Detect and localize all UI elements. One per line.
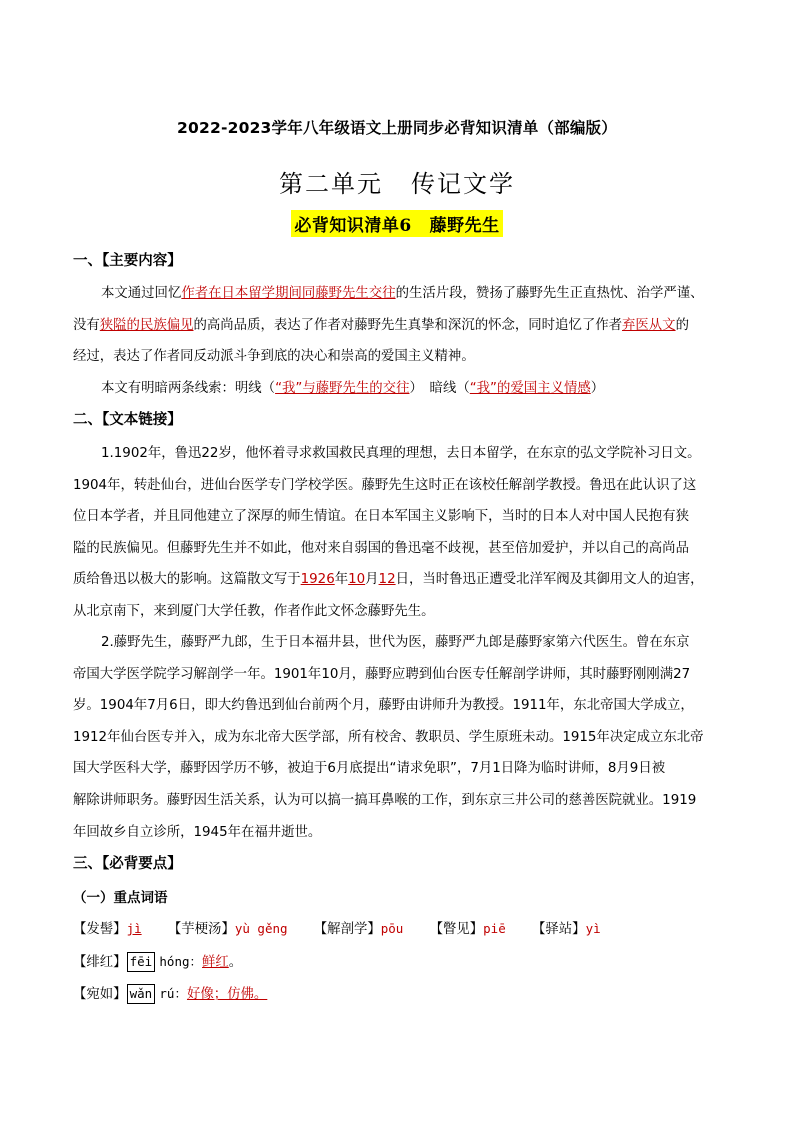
- section-heading-text-link: 二、【文本链接】: [73, 412, 182, 428]
- vocab-word: 【驿站】: [532, 922, 586, 937]
- list-title-highlight: [291, 210, 502, 237]
- main-content-line: [73, 310, 725, 342]
- text-line: 1904年，转赴仙台，进仙台医学专门学校学医。藤野先生这时正在该校任解剖学教授。鲁迅在此认识了这: [73, 477, 697, 493]
- pinyin-box: fēi: [127, 952, 156, 972]
- text-run: 。: [228, 955, 243, 970]
- text-line: 位日本学者，并且同他建立了深厚的师生情谊。在日本军国主义影响下，当时的日本人对中国人民抱有狭: [73, 509, 689, 525]
- vocab-item: [430, 918, 506, 937]
- text-run: 日，当时鲁迅正遭受北洋军阀及其御用文人的迫害，: [395, 572, 704, 588]
- vocab-pinyin: yù gěng: [234, 921, 288, 936]
- vocab-pinyin: yì: [585, 921, 601, 936]
- clue-line: [73, 373, 725, 405]
- text-run: 质给鲁迅以极大的影响。这篇散文写于: [73, 572, 301, 588]
- vocab-word: 【瞥见】: [429, 922, 484, 937]
- vocab-pinyin: rú：: [159, 986, 187, 1001]
- answer-text: 弃医从文: [622, 317, 676, 333]
- vocab-pinyin: hóng：: [159, 954, 203, 969]
- unit-number: 第二单元: [279, 170, 383, 198]
- vocab-word: 【发髻】: [73, 922, 127, 937]
- answer-text: 1926: [300, 572, 335, 588]
- vocab-pinyin: pōu: [380, 921, 404, 936]
- vocab-meaning: 鲜红: [202, 955, 229, 970]
- vocab-word: 【芋梗汤】: [167, 922, 235, 937]
- subheading-key-words: （一）重点词语: [73, 890, 168, 906]
- vocab-item: [314, 918, 404, 937]
- vocab-meaning: 好像；仿佛。: [186, 987, 268, 1002]
- text-line: 隘的民族偏见。但藤野先生并不如此，他对来自弱国的鲁迅毫不歧视，甚至倍加爱护，并以自己的高尚品: [73, 540, 689, 556]
- answer-text: 狭隘的民族偏见: [99, 317, 194, 333]
- text-run: 本文通过回忆: [101, 286, 182, 301]
- text-line: 1.1902年，鲁迅22岁，他怀着寻求救国救民真理的理想，去日本留学，在东京的弘文学院补习日文。: [101, 446, 701, 461]
- vocab-word: 【解剖学】: [313, 922, 381, 937]
- text-line: 帝国大学医学院学习解剖学一年。1901年10月，藤野应聘到仙台医专任解剖学讲师，其时藤野刚刚满27: [73, 666, 691, 682]
- main-content-paragraph: [73, 278, 725, 404]
- vocab-word: 【绯红】: [73, 955, 127, 970]
- text-link-paragraph-1: [73, 438, 725, 628]
- text-link-paragraph-2: [73, 627, 725, 848]
- vocab-pinyin: jì: [126, 921, 142, 936]
- text-line: 1912年仙台医专并入，成为东北帝大医学部，所有校舍、教职员、学生原班未动。1915年决定成立东北帝: [73, 729, 704, 745]
- document-header-title: 2022-2023学年八年级语文上册同步必背知识清单（部编版）: [177, 119, 617, 137]
- vocab-row: [73, 918, 623, 937]
- text-run: 的: [675, 317, 689, 333]
- vocab-row: [73, 951, 242, 972]
- list-title-wrap: [0, 210, 794, 237]
- answer-text: “我”的爱国主义情感: [469, 380, 591, 396]
- lesson-title: 藤野先生: [429, 216, 500, 236]
- text-run: 的高尚品质，表达了作者对藤野先生真挚和深沉的怀念，同时追忆了作者: [193, 317, 623, 333]
- text-run: 月: [365, 572, 379, 588]
- vocab-word: 【宛如】: [73, 987, 127, 1002]
- text-run: ）: [590, 380, 605, 396]
- unit-theme: 传记文学: [411, 170, 515, 198]
- text-line: 从北京南下，来到厦门大学任教，作者作此文怀念藤野先生。: [73, 603, 435, 619]
- text-line: 年回故乡自立诊所，1945年在福井逝世。: [73, 824, 322, 840]
- answer-text: “我”与藤野先生的交往: [275, 380, 410, 396]
- text-run: 本文有明暗两条线索：明线（: [101, 380, 276, 396]
- vocab-pinyin: piē: [483, 921, 506, 936]
- text-run: 年: [334, 572, 349, 588]
- vocab-item: [532, 918, 601, 937]
- text-run: 没有: [73, 317, 100, 333]
- text-line: 国大学医科大学，藤野因学历不够，被迫于6月底提出“请求免职”，7月1日降为临时讲师，8月9日被: [73, 761, 666, 777]
- text-line: 岁。1904年7月6日，即大约鲁迅到仙台前两个月，藤野由讲师升为教授。1911年，东北帝国大学成立，: [73, 698, 694, 714]
- text-run: ） 暗线（: [409, 380, 470, 396]
- text-line: 2.藤野先生，藤野严九郎，生于日本福井县，世代为医，藤野严九郎是藤野家第六代医生。曾在东京: [101, 635, 690, 650]
- vocab-item: [168, 918, 288, 937]
- section-heading-main-content: 一、【主要内容】: [73, 253, 182, 269]
- main-content-line: 经过，表达了作者同反动派斗争到底的决心和崇高的爱国主义精神。: [73, 349, 475, 365]
- vocab-item: [73, 918, 142, 937]
- section-heading-key-points: 三、【必背要点】: [73, 856, 182, 872]
- vocab-row: [73, 983, 267, 1004]
- pinyin-box: wǎn: [127, 984, 156, 1004]
- unit-title: [0, 164, 794, 199]
- main-content-line: [73, 278, 725, 310]
- text-line: 解除讲师职务。藤野因生活关系，认为可以搞一搞耳鼻喉的工作，到东京三井公司的慈善医院就业。1919: [73, 792, 697, 808]
- list-number: 必背知识清单6: [294, 216, 412, 236]
- answer-text: 10: [348, 572, 366, 588]
- answer-text: 12: [378, 572, 396, 588]
- text-line: [73, 564, 725, 596]
- answer-text: 作者在日本留学期间同藤野先生交往: [181, 286, 396, 301]
- text-run: 的生活片段，赞扬了藤野先生正直热忱、治学严谨、: [395, 286, 704, 301]
